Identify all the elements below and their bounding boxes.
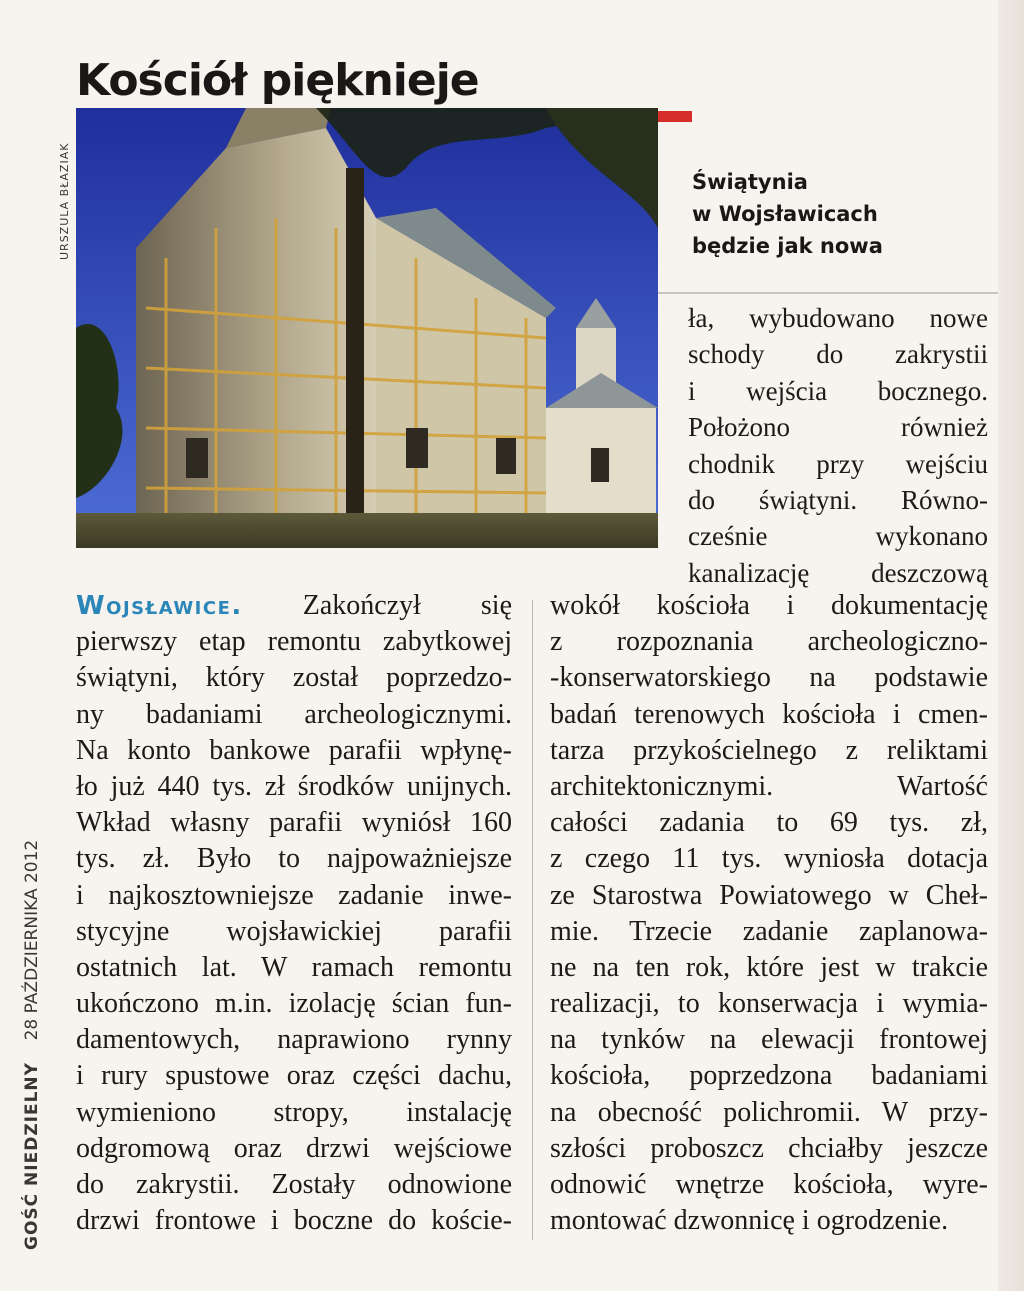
- text-line: do świątyni. Równo-: [688, 484, 988, 515]
- text-line: ne na ten rok, które jest w trakcie: [550, 951, 988, 983]
- text-line: damentowych, naprawiono rynny: [76, 1024, 512, 1056]
- text-line: tys. zł. Było to najpoważniejsze: [76, 843, 512, 875]
- page-folio: [22, 780, 46, 1250]
- text-line: drzwi frontowe i boczne do koście-: [76, 1205, 512, 1237]
- text-line: pierwszy etap remontu zabytkowej: [76, 626, 512, 658]
- text-line: ze Starostwa Powiatowego w Cheł-: [550, 879, 988, 911]
- column-left: [76, 588, 512, 1239]
- text-line: Na konto bankowe parafii wpłynę-: [76, 734, 512, 766]
- text-line-lead: [76, 588, 512, 624]
- issue-date: 28 PAŹDZIERNIKA 2012: [22, 839, 42, 1041]
- text-line: ło już 440 tys. zł środków unijnych.: [76, 770, 512, 802]
- text-line: kościoła, poprzedzona badaniami: [550, 1060, 988, 1092]
- text-line: badań terenowych kościoła i cmen-: [550, 698, 988, 730]
- text-line: całości zadania to 69 tys. zł,: [550, 807, 988, 839]
- text-line: ny badaniami archeologicznymi.: [76, 698, 512, 730]
- subhead-line: będzie jak nowa: [692, 234, 883, 258]
- column-middle: [550, 588, 988, 1239]
- text-line: świątyni, który został poprzedzo-: [76, 662, 512, 694]
- photo-credit: URSZULA BŁAZIAK: [58, 142, 71, 260]
- text-line: ła, wybudowano nowe: [688, 303, 988, 333]
- text-line: wymieniono stropy, instalację: [76, 1096, 512, 1128]
- text-line: cześnie wykonano: [688, 521, 988, 552]
- text-line: schody do zakrystii: [688, 339, 988, 370]
- text-line: stycyjne wojsławickiej parafii: [76, 915, 512, 947]
- column-right-top: [688, 300, 988, 591]
- text-line: i najkosztowniejsze zadanie inwe-: [76, 879, 512, 911]
- text-line: odnowić wnętrze kościoła, wyre-: [550, 1169, 988, 1200]
- article-headline: Kościół pięknieje: [76, 55, 479, 107]
- article-subhead: [692, 166, 922, 262]
- church-photo: [76, 108, 658, 548]
- text-line: na obecność polichromii. W przy-: [550, 1096, 988, 1128]
- text-line: odgromową oraz drzwi wejściowe: [76, 1132, 512, 1164]
- text-line: i wejścia bocznego.: [688, 375, 988, 406]
- dateline-kicker: Wojsławice.: [76, 591, 243, 621]
- column-divider: [532, 600, 533, 1240]
- page-edge-shadow: [998, 0, 1024, 1291]
- text-line: do zakrystii. Zostały odnowione: [76, 1169, 512, 1200]
- text-line: montować dzwonnicę i ogrodzenie.: [550, 1205, 949, 1237]
- text-line: Wkład własny parafii wyniósł 160: [76, 807, 512, 839]
- text-line: ukończono m.in. izolację ścian fun-: [76, 988, 512, 1020]
- publication-name: GOŚĆ NIEDZIELNY: [22, 1062, 42, 1250]
- text-line: szłości proboszcz chciałby jeszcze: [550, 1132, 988, 1164]
- text-line: wokół kościoła i dokumentację: [550, 590, 988, 621]
- text-line: ostatnich lat. W ramach remontu: [76, 951, 512, 983]
- subhead-line: w Wojsławicach: [692, 202, 878, 226]
- lead-text: Zakończył się: [302, 590, 512, 621]
- text-line: Położono również: [688, 412, 988, 443]
- text-line: chodnik przy wejściu: [688, 448, 988, 479]
- text-line: na tynków na elewacji frontowej: [550, 1024, 988, 1056]
- text-line: architektonicznymi. Wartość: [550, 770, 988, 802]
- text-line: z rozpoznania archeologiczno-: [550, 626, 988, 658]
- text-line: realizacji, to konserwacja i wymia-: [550, 988, 988, 1020]
- divider: [658, 292, 998, 294]
- subhead-line: Świątynia: [692, 170, 808, 194]
- text-line: kanalizację deszczową: [688, 557, 988, 588]
- text-line: -konserwatorskiego na podstawie: [550, 662, 988, 694]
- text-line: mie. Trzecie zadanie zaplanowa-: [550, 915, 988, 947]
- text-line: z czego 11 tys. wyniosła dotacja: [550, 843, 988, 875]
- text-line: tarza przykościelnego z reliktami: [550, 734, 988, 766]
- text-line: i rury spustowe oraz części dachu,: [76, 1060, 512, 1092]
